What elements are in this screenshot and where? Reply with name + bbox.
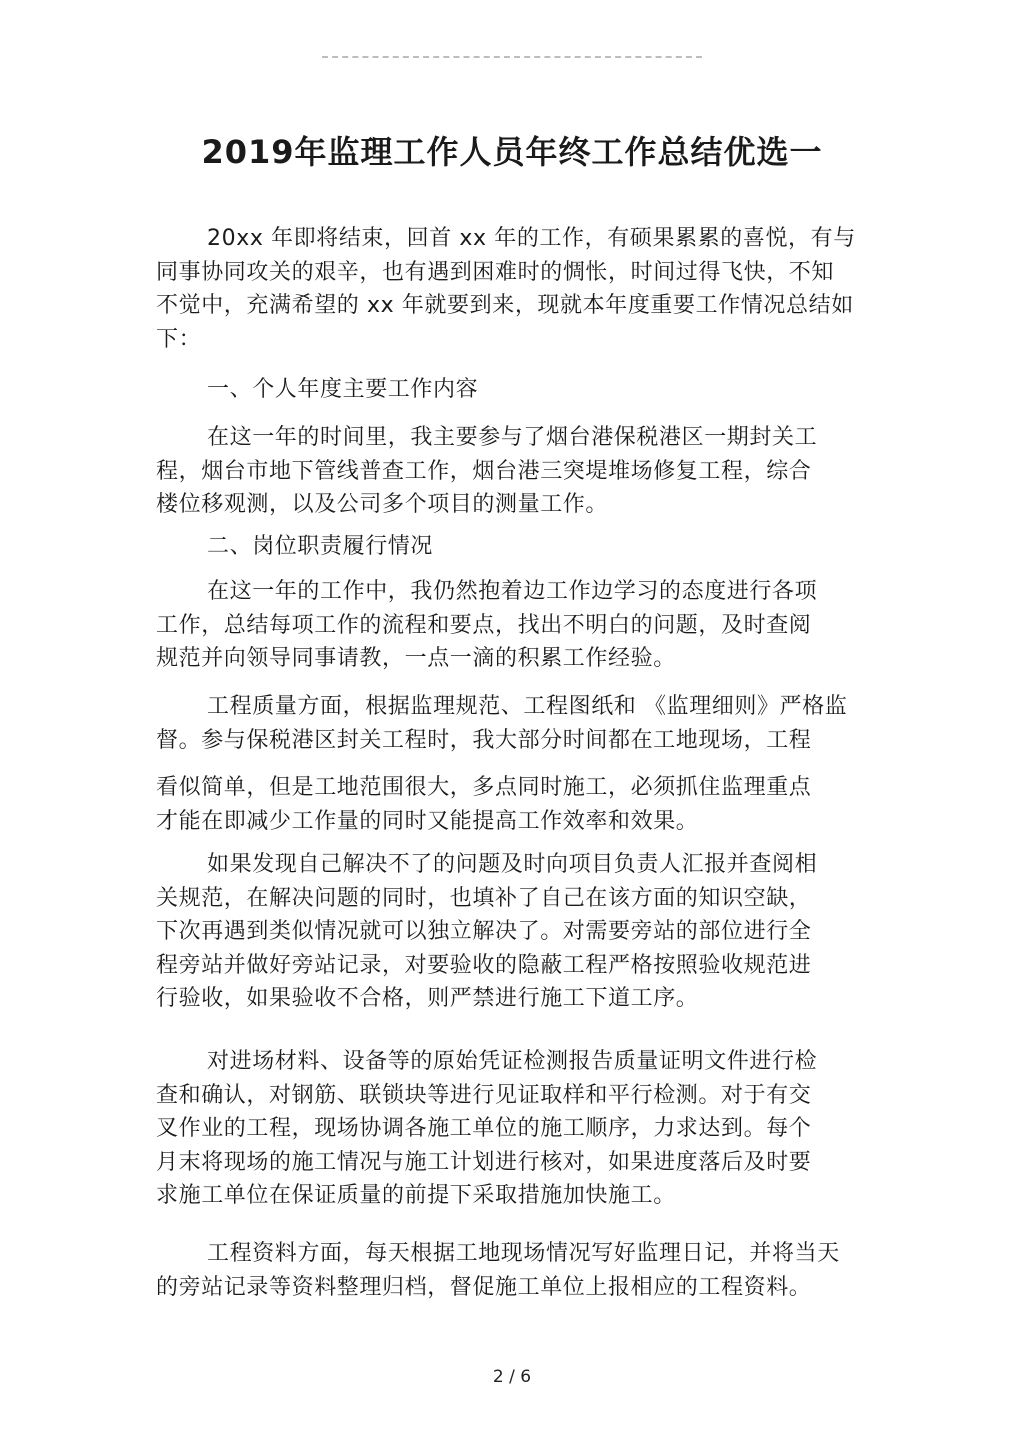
paragraph-line: 下次再遇到类似情况就可以独立解决了。对需要旁站的部位进行全 — [156, 919, 812, 944]
paragraph-line: 程旁站并做好旁站记录，对要验收的隐蔽工程严格按照验收规范进 — [156, 952, 812, 978]
paragraph-line: 在这一年的时间里，我主要参与了烟台港保税港区一期封关工 — [207, 425, 818, 450]
paragraph-line: 工程质量方面，根据监理规范、工程图纸和 《监理细则》严格监 — [207, 694, 848, 719]
intro-line: 同事协同攻关的艰辛，也有遇到困难时的惆怅，时间过得飞快，不知 — [156, 259, 835, 285]
paragraph-records — [156, 1237, 856, 1304]
paragraph-line: 对进场材料、设备等的原始凭证检测报告质量证明文件进行检 — [207, 1049, 818, 1074]
paragraph-line: 行验收，如果验收不合格，则严禁进行施工下道工序。 — [156, 986, 699, 1011]
paragraph-line: 楼位移观测，以及公司多个项目的测量工作。 — [156, 492, 609, 517]
paragraph-line: 工程资料方面，每天根据工地现场情况写好监理日记，并将当天 — [207, 1241, 840, 1266]
paragraph-line: 如果发现自己解决不了的问题及时向项目负责人汇报并查阅相 — [207, 852, 818, 877]
paragraph-work-content — [156, 421, 856, 522]
paragraph-line: 才能在即减少工作量的同时又能提高工作效率和效果。 — [156, 808, 699, 834]
paragraph-line: 在这一年的工作中，我仍然抱着边工作边学习的态度进行各项 — [207, 579, 818, 604]
paragraph-line: 求施工单位在保证质量的前提下采取措施加快施工。 — [156, 1183, 676, 1208]
paragraph-problem-solving — [156, 848, 856, 1016]
document-title: 2019年监理工作人员年终工作总结优选一 — [201, 133, 823, 171]
paragraph-line: 工作，总结每项工作的流程和要点，找出不明白的问题，及时查阅 — [156, 612, 812, 638]
paragraph-quality-continued — [156, 771, 856, 838]
section-heading-text: 二、岗位职责履行情况 — [207, 534, 434, 559]
intro-line: 20xx 年即将结束，回首 xx 年的工作，有硕果累累的喜悦，有与 — [207, 226, 856, 251]
intro-line: 下： — [156, 326, 202, 352]
paragraph-line: 关规范，在解决问题的同时，也填补了自己在该方面的知识空缺， — [156, 885, 812, 911]
paragraph-materials — [156, 1045, 856, 1213]
paragraph-line: 规范并向领导同事请教，一点一滴的积累工作经验。 — [156, 646, 676, 671]
paragraph-duties — [156, 575, 856, 676]
paragraph-line: 的旁站记录等资料整理归档，督促施工单位上报相应的工程资料。 — [156, 1274, 812, 1300]
intro-paragraph — [156, 222, 856, 356]
section-heading-text: 一、个人年度主要工作内容 — [207, 377, 479, 402]
paragraph-line: 叉作业的工程，现场协调各施工单位的施工顺序，力求达到。每个 — [156, 1116, 812, 1141]
intro-line: 不觉中，充满希望的 xx 年就要到来，现就本年度重要工作情况总结如 — [156, 293, 854, 318]
section-heading-1 — [156, 373, 856, 407]
paragraph-line: 月末将现场的施工情况与施工计划进行核对，如果进度落后及时要 — [156, 1149, 812, 1175]
page-number: 2 / 6 — [492, 1367, 532, 1387]
paragraph-line: 督。参与保税港区封关工程时，我大部分时间都在工地现场，工程 — [156, 727, 812, 753]
header-divider — [322, 56, 702, 58]
paragraph-line: 看似简单，但是工地范围很大，多点同时施工，必须抓住监理重点 — [156, 775, 812, 800]
paragraph-line: 查和确认，对钢筋、联锁块等进行见证取样和平行检测。对于有交 — [156, 1082, 812, 1108]
paragraph-quality — [156, 690, 876, 757]
section-heading-2 — [156, 530, 856, 564]
paragraph-line: 程，烟台市地下管线普查工作，烟台港三突堤堆场修复工程，综合 — [156, 458, 812, 484]
